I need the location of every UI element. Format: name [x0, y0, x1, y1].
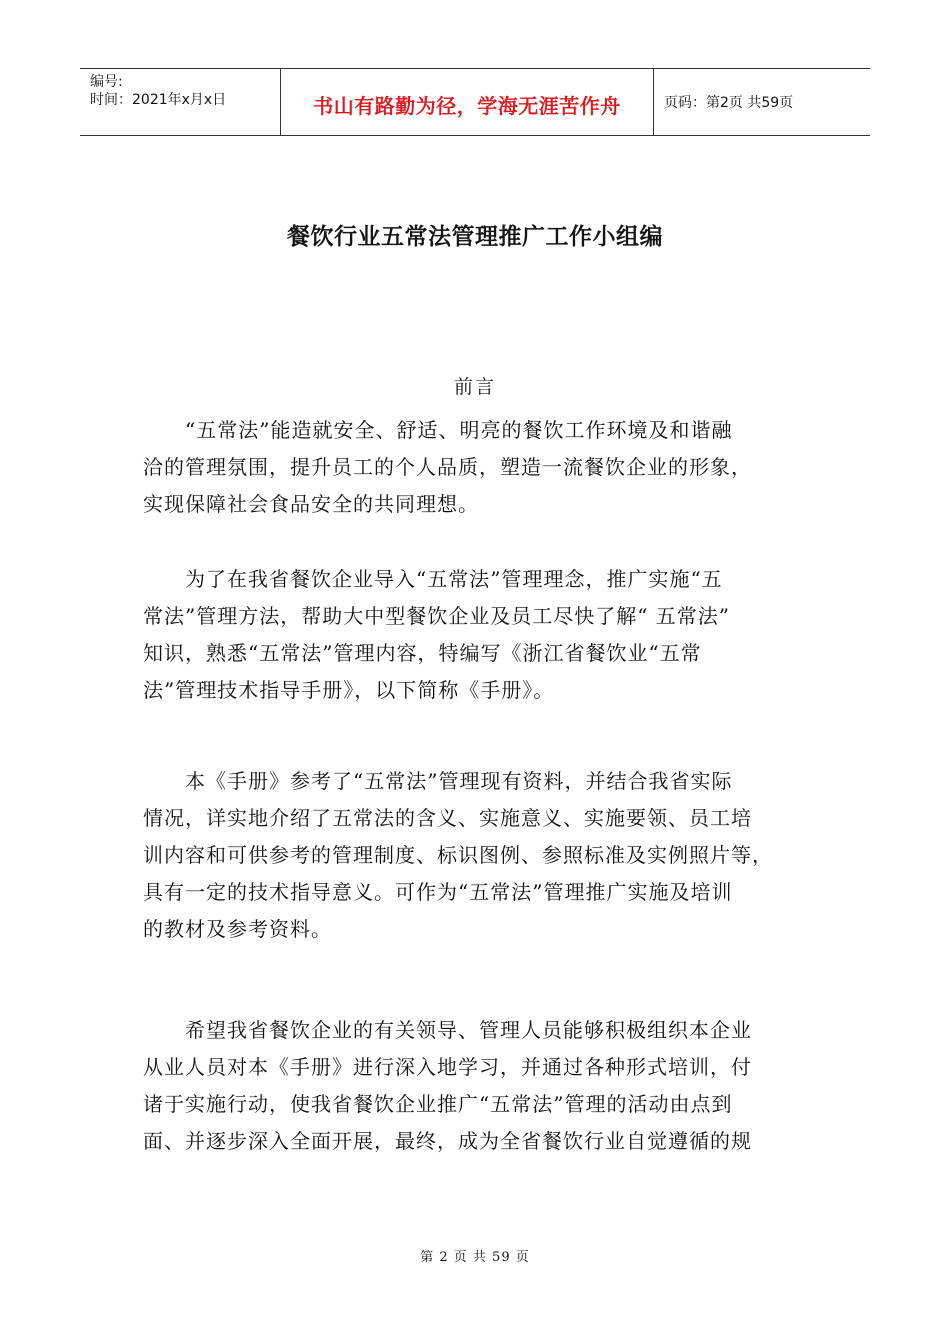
paragraph-line: 本《手册》参考了“五常法”管理现有资料，并结合我省实际 — [143, 769, 733, 793]
paragraph-1 — [143, 412, 813, 523]
header-page-info: 页码：第2页 共59页 — [664, 95, 794, 111]
header-motto: 书山有路勤为径，学海无涯苦作舟 — [281, 69, 654, 135]
document-title: 餐饮行业五常法管理推广工作小组编 — [287, 224, 663, 250]
paragraph-line: “五常法”能造就安全、舒适、明亮的餐饮工作环境及和谐融 — [143, 418, 733, 442]
paragraph-line: 知识，熟悉“五常法”管理内容，特编写《浙江省餐饮业“五常 — [143, 641, 702, 665]
paragraph-line: 为了在我省餐饮企业导入“五常法”管理理念，推广实施“五 — [143, 567, 723, 591]
preface-heading: 前言 — [453, 376, 496, 398]
paragraph-line: 从业人员对本《手册》进行深入地学习，并通过各种形式培训，付 — [143, 1055, 752, 1079]
paragraph-line: 情况，详实地介绍了五常法的含义、实施意义、实施要领、员工培 — [143, 806, 752, 830]
paragraph-line: 洽的管理氛围，提升员工的个人品质，塑造一流餐饮企业的形象， — [143, 455, 752, 479]
document-number-label: 编号: — [90, 74, 123, 90]
paragraph-line: 具有一定的技术指导意义。可作为“五常法”管理推广实施及培训 — [143, 880, 733, 904]
paragraph-line: 面、并逐步深入全面开展，最终，成为全省餐饮行业自觉遵循的规 — [143, 1129, 752, 1153]
paragraph-3 — [143, 763, 813, 948]
paragraph-line: 的教材及参考资料。 — [143, 917, 332, 941]
page-footer: 第 2 页 共 59 页 — [420, 1250, 530, 1265]
paragraph-line: 训内容和可供参考的管理制度、标识图例、参照标准及实例照片等， — [143, 843, 773, 867]
paragraph-line: 法”管理技术指导手册》，以下简称《手册》。 — [143, 678, 555, 702]
paragraph-line: 希望我省餐饮企业的有关领导、管理人员能够积极组织本企业 — [143, 1018, 752, 1042]
paragraph-4 — [143, 1012, 813, 1160]
paragraph-line: 实现保障社会食品安全的共同理想。 — [143, 492, 479, 516]
page-header — [80, 68, 870, 136]
paragraph-line: 诸于实施行动，使我省餐饮企业推广“五常法”管理的活动由点到 — [143, 1092, 733, 1116]
paragraph-line: 常法”管理方法，帮助大中型餐饮企业及员工尽快了解“ 五常法” — [143, 604, 731, 628]
paragraph-2 — [143, 561, 813, 709]
header-meta — [80, 69, 281, 135]
document-time-label: 时间：2021年x月x日 — [90, 92, 227, 108]
